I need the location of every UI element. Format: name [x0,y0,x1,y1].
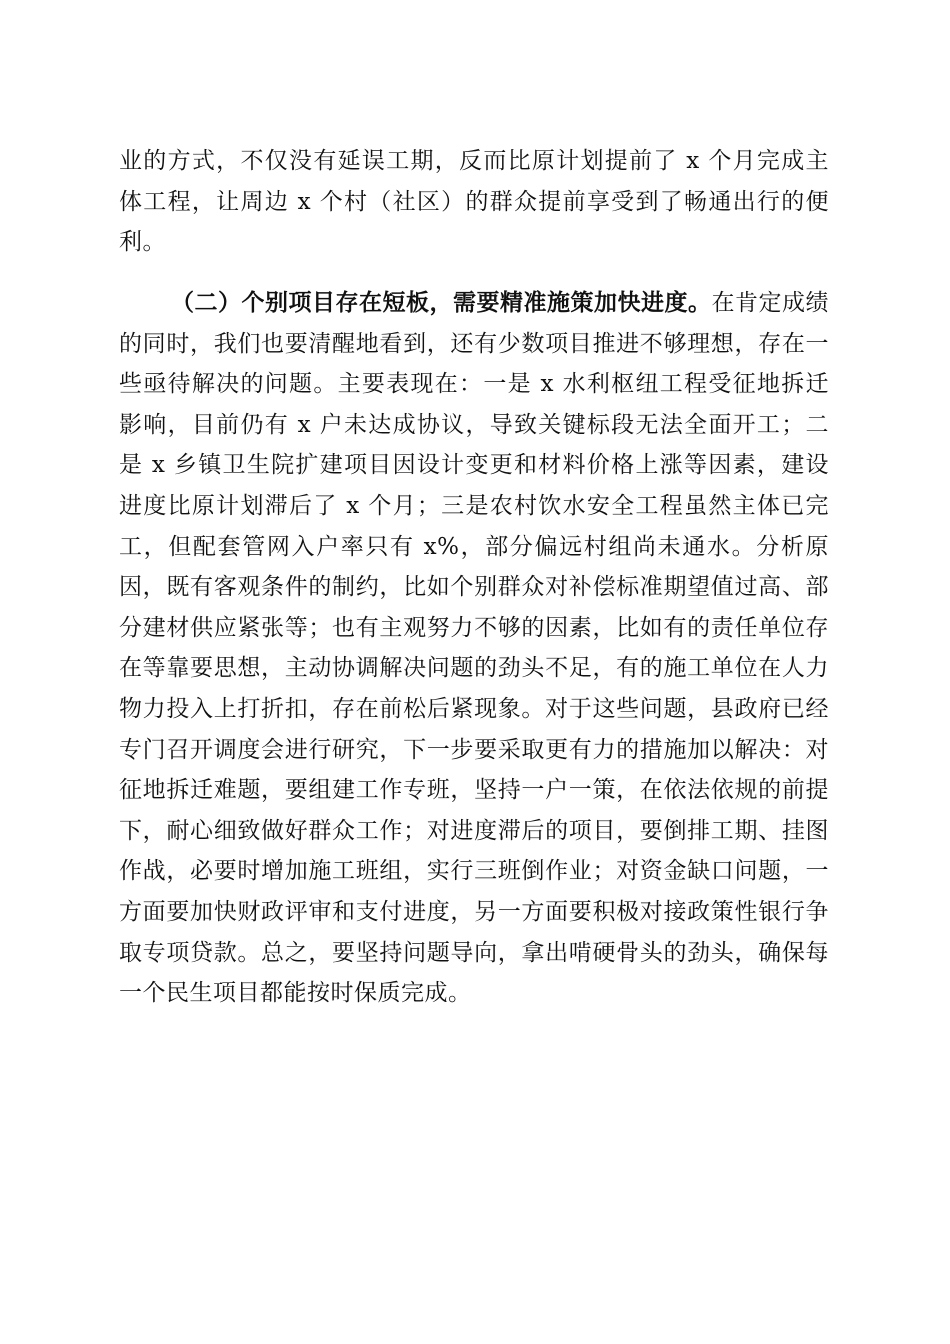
paragraph-2 [119,283,829,1014]
paragraph-section-two [119,283,829,1014]
paragraph-continued [119,141,829,263]
paragraph-1-text: 业的方式，不仅没有延误工期，反而比原计划提前了 x 个月完成主体工程，让周边 x 个村（社区）的群众提前享受到了畅通出行的便利。 [119,148,829,256]
paragraph-2-body: 在肯定成绩的同时，我们也要清醒地看到，还有少数项目推进不够理想，存在一些亟待解决的问题。主要表现在：一是 x 水利枢纽工程受征地拆迁影响，目前仍有 x 户未达成协议，导致关键标段无法全面开工；二是 x 乡镇卫生院扩建项目因设计变更和材料价格上涨等因素，建设进度比原计划滞后了 x 个月；三是农村饮水安全工程虽然主体已完工，但配套管网入户率只有 x%，部分偏远村组尚未通水。分析原因，既有客观条件的制约，比如个别群众对补偿标准期望值过高、部分建材供应紧张等；也有主观努力不够的因素，比如有的责任单位存在等靠要思想，主动协调解决问题的劲头不足，有的施工单位在人力物力投入上打折扣，存在前松后紧现象。对于这些问题，县政府已经专门召开调度会进行研究，下一步要采取更有力的措施加以解决：对征地拆迁难题，要组建工作专班，坚持一户一策，在依法依规的前提下，耐心细致做好群众工作；对进度滞后的项目，要倒排工期、挂图作战，必要时增加施工班组，实行三班倒作业；对资金缺口问题，一方面要加快财政评审和支付进度，另一方面要积极对接政策性银行争取专项贷款。总之，要坚持问题导向，拿出啃硬骨头的劲头，确保每一个民生项目都能按时保质完成。 [119,290,829,1007]
section-heading: （二）个别项目存在短板，需要精准施策加快进度。 [171,289,712,316]
